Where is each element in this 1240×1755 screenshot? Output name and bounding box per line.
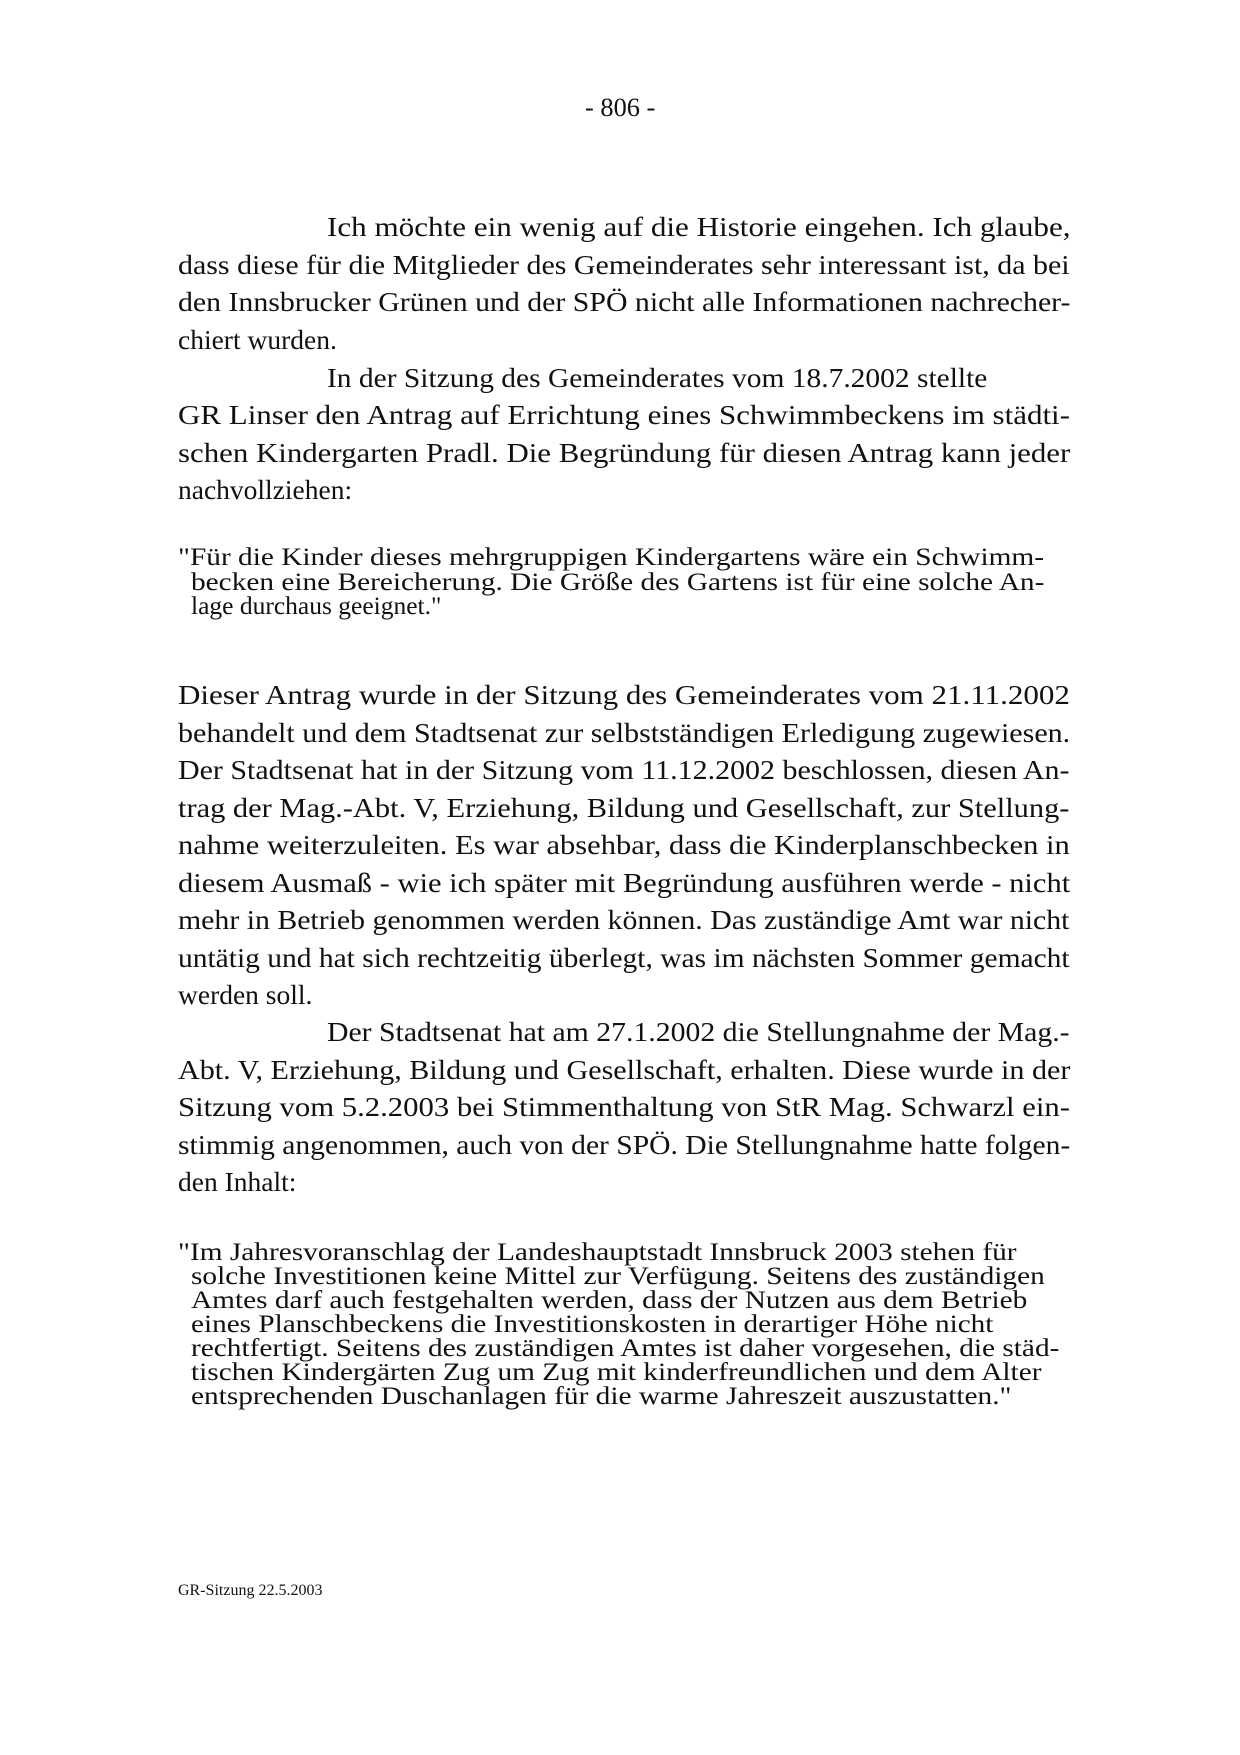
paragraph-3-line: diesem Ausmaß - wie ich später mit Begründung ausführen werde - nicht — [178, 867, 1071, 898]
paragraph-3-line: werden soll. — [178, 979, 313, 1010]
paragraph-2-line: nachvollziehen: — [178, 474, 353, 505]
page-number: - 806 - — [585, 93, 656, 122]
quote-2-line: "Im Jahresvoranschlag der Landeshauptstadt Innsbruck 2003 stehen für — [178, 1237, 1017, 1266]
paragraph-4-line: stimmig angenommen, auch von der SPÖ. Die Stellungnahme hatte folgen- — [178, 1129, 1071, 1160]
quote-1-line: lage durchaus geeignet." — [191, 591, 442, 620]
paragraph-4-line: Abt. V, Erziehung, Bildung und Gesellschaft, erhalten. Diese wurde in der — [178, 1054, 1071, 1085]
paragraph-2-line: In der Sitzung des Gemeinderates vom 18.7.2002 stellte — [327, 362, 988, 393]
quote-2-line: entsprechenden Duschanlagen für die warme Jahreszeit auszustatten." — [191, 1381, 1012, 1410]
paragraph-3-line: Dieser Antrag wurde in der Sitzung des Gemeinderates vom 21.11.2002 — [178, 679, 1070, 710]
paragraph-3-line: untätig und hat sich rechtzeitig überlegt, was im nächsten Sommer gemacht — [178, 942, 1070, 973]
paragraph-4-line: Sitzung vom 5.2.2003 bei Stimmenthaltung von StR Mag. Schwarzl ein- — [178, 1091, 1070, 1122]
quote-1-line: "Für die Kinder dieses mehrgruppigen Kindergartens wäre ein Schwimm- — [178, 542, 1045, 571]
paragraph-2-line: GR Linser den Antrag auf Errichtung eines Schwimmbeckens im städti- — [178, 399, 1070, 430]
paragraph-3-line: behandelt und dem Stadtsenat zur selbstständigen Erledigung zugewiesen. — [178, 717, 1071, 748]
paragraph-3-line: nahme weiterzuleiten. Es war absehbar, dass die Kinderplanschbecken in — [178, 829, 1070, 860]
quote-2-line: tischen Kindergärten Zug um Zug mit kinderfreundlichen und dem Alter — [191, 1357, 1042, 1386]
footer-session-date: GR-Sitzung 22.5.2003 — [178, 1582, 323, 1599]
paragraph-2-line: schen Kindergarten Pradl. Die Begründung für diesen Antrag kann jeder — [178, 437, 1071, 468]
paragraph-4-line: Der Stadtsenat hat am 27.1.2002 die Stellungnahme der Mag.- — [327, 1016, 1070, 1047]
paragraph-1-line: Ich möchte ein wenig auf die Historie eingehen. Ich glaube, — [327, 211, 1071, 242]
paragraph-3-line: trag der Mag.-Abt. V, Erziehung, Bildung und Gesellschaft, zur Stellung- — [178, 792, 1070, 823]
quote-2-line: Amtes darf auch festgehalten werden, dass der Nutzen aus dem Betrieb — [191, 1285, 1028, 1314]
paragraph-3-line: Der Stadtsenat hat in der Sitzung vom 11.12.2002 beschlossen, diesen An- — [178, 754, 1070, 785]
paragraph-1-line: den Innsbrucker Grünen und der SPÖ nicht alle Informationen nachrecher- — [178, 286, 1071, 317]
paragraph-1-line: dass diese für die Mitglieder des Gemeinderates sehr interessant ist, da bei — [178, 249, 1070, 280]
paragraph-3-line: mehr in Betrieb genommen werden können. Das zuständige Amt war nicht — [178, 904, 1070, 935]
quote-2-line: solche Investitionen keine Mittel zur Verfügung. Seitens des zuständigen — [191, 1261, 1045, 1290]
paragraph-4-line: den Inhalt: — [178, 1166, 297, 1197]
quote-2-line: rechtfertigt. Seitens des zuständigen Amtes ist daher vorgesehen, die städ- — [191, 1333, 1060, 1362]
quote-2-line: eines Planschbeckens die Investitionskosten in derartiger Höhe nicht — [191, 1309, 994, 1338]
paragraph-1-line: chiert wurden. — [178, 324, 337, 355]
quote-1-line: becken eine Bereicherung. Die Größe des Gartens ist für eine solche An- — [191, 567, 1045, 596]
